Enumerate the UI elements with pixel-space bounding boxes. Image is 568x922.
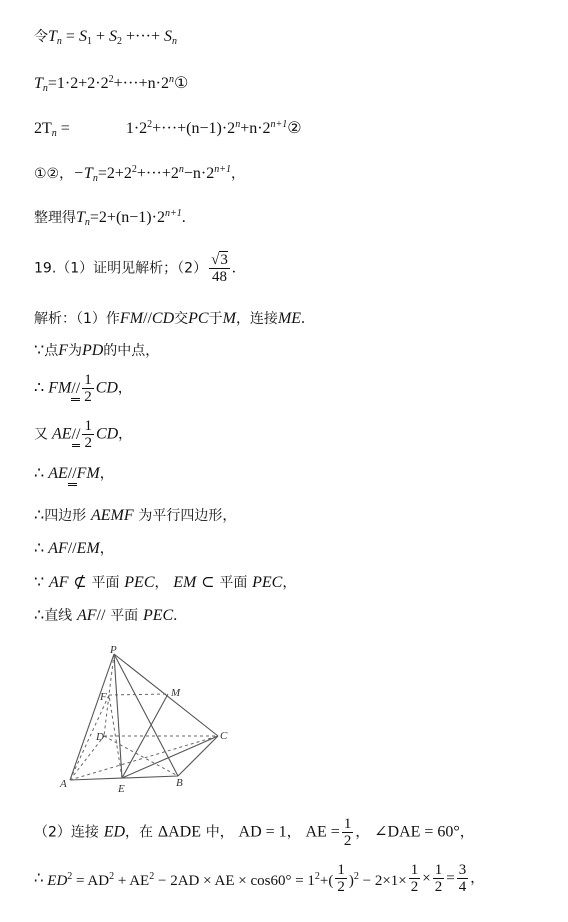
denominator: 4 <box>458 879 467 895</box>
subscript: n <box>42 83 48 94</box>
numerator: 1 <box>84 372 92 388</box>
numerator: 1 <box>337 862 345 878</box>
expr: +n·2 <box>240 120 271 137</box>
punct: ， <box>470 870 485 887</box>
superscript: 2 <box>149 870 155 882</box>
label-e: E <box>118 783 125 795</box>
label-f: F <box>100 691 107 703</box>
superscript: n <box>235 119 241 130</box>
symbol: T <box>34 75 43 92</box>
symbol: ME <box>277 310 302 327</box>
numerator: 1 <box>343 816 352 832</box>
subscript: n <box>51 128 57 139</box>
symbol: AE <box>48 465 68 482</box>
symbol: T <box>48 28 57 45</box>
punct: . <box>301 310 306 327</box>
line-11 <box>34 464 114 484</box>
superscript: n+1 <box>164 208 182 219</box>
expr: ED <box>47 872 68 889</box>
line-15 <box>34 605 177 626</box>
edge-pe <box>114 654 122 778</box>
symbol: PEC <box>142 607 174 624</box>
punct: ， <box>231 166 245 182</box>
expr: +( <box>319 872 334 889</box>
superscript: n+1 <box>214 164 231 175</box>
punct: . <box>231 259 236 277</box>
text: 为 <box>67 343 82 359</box>
symbol: EM <box>173 574 197 591</box>
text: 平面 <box>219 575 248 591</box>
expr: −n·2 <box>183 165 215 182</box>
fraction <box>409 862 421 895</box>
expr: − 2AD × AE × cos60° = 1 <box>157 872 315 889</box>
line-5 <box>34 204 186 233</box>
expr: + AE <box>117 872 150 889</box>
denominator: 2 <box>84 435 92 451</box>
punct: ， <box>459 824 474 841</box>
numerator: 3 <box>220 252 228 268</box>
therefore-symbol: ∴ <box>34 607 45 624</box>
numerator: 1 <box>410 862 419 878</box>
text: 四边形 <box>44 508 87 524</box>
punct: ， <box>154 575 169 591</box>
therefore-symbol: ∴ <box>34 870 44 887</box>
punct: ， <box>117 380 132 397</box>
superscript: n+1 <box>270 119 288 130</box>
symbol: CD <box>95 379 118 397</box>
text-prefix: ①②， <box>34 166 74 182</box>
subset: ⊂ <box>201 574 215 591</box>
edge-fm <box>109 694 168 695</box>
symbol: CD <box>151 310 175 327</box>
symbol: S <box>78 28 87 45</box>
line-10 <box>34 418 132 451</box>
text: 的中点， <box>103 343 160 359</box>
text: 交 <box>174 311 189 327</box>
fraction <box>82 372 94 405</box>
numerator: 3 <box>458 862 467 878</box>
text: 点 <box>44 343 59 359</box>
symbol: AF <box>48 574 69 591</box>
therefore-symbol: ∴ <box>34 540 45 557</box>
text: （2）连接 <box>34 824 99 841</box>
therefore-symbol: ∴ <box>34 507 45 524</box>
symbol: ΔADE <box>157 823 201 841</box>
line-8 <box>34 340 159 361</box>
superscript: n <box>168 74 174 85</box>
denominator: 48 <box>211 269 227 285</box>
superscript: 2 <box>314 870 320 882</box>
line-16 <box>34 816 474 849</box>
line-9 <box>34 372 132 405</box>
denominator: 2 <box>434 879 443 895</box>
expr: =2+2 <box>97 165 132 182</box>
denominator: 2 <box>337 879 345 895</box>
numerator: 1 <box>84 418 92 434</box>
expr: =2+(n−1)·2 <box>89 209 165 226</box>
text: 中， <box>205 824 234 841</box>
numerator: 1 <box>434 862 443 878</box>
expr: ∠DAE = 60° <box>374 823 460 841</box>
symbol: EM <box>76 540 100 557</box>
line-17 <box>34 862 484 895</box>
expr: =1·2+2·2 <box>47 75 109 92</box>
denominator: 2 <box>343 833 352 849</box>
symbol: AE <box>52 425 72 443</box>
symbol: AF <box>76 607 97 624</box>
line-13 <box>34 539 114 559</box>
edge-ec <box>122 736 218 778</box>
therefore-symbol: ∴ <box>34 465 45 482</box>
punct: ， <box>118 426 133 443</box>
pyramid-figure <box>58 640 238 800</box>
fraction: $\frac{√3}{48}$ <box>211 252 228 285</box>
fraction <box>342 816 354 849</box>
text-prefix: 整理得 <box>34 210 76 226</box>
symbol: T <box>76 209 85 226</box>
expr: 1·2 <box>125 120 148 137</box>
symbol: 2T <box>34 120 52 137</box>
punct: ， <box>99 466 114 482</box>
symbol: FM <box>76 465 100 482</box>
line-4 <box>34 160 245 189</box>
superscript: 2 <box>67 870 73 882</box>
superscript: 2 <box>353 870 359 882</box>
fraction <box>433 862 445 895</box>
expr: ) <box>348 872 354 889</box>
parallel: // <box>96 607 106 624</box>
symbol: PEC <box>124 574 155 591</box>
label-a: A <box>60 778 67 790</box>
symbol: ED <box>103 823 126 841</box>
symbol: S <box>164 28 172 45</box>
subscript: n <box>92 173 98 184</box>
not-subset: ⊄ <box>73 574 87 591</box>
op: = <box>65 28 75 45</box>
fraction <box>335 862 347 895</box>
op: × <box>422 870 431 887</box>
symbol: PC <box>188 310 209 327</box>
op: = <box>60 120 70 137</box>
punct: ， <box>286 824 301 841</box>
symbol: PEC <box>252 574 283 591</box>
label-p: P <box>110 644 117 656</box>
expr: − 2×1× <box>362 872 407 889</box>
denominator: 2 <box>410 879 419 895</box>
punct: ， <box>99 541 114 557</box>
op: = <box>446 870 455 887</box>
parallel: // <box>67 540 77 557</box>
equation-mark: ① <box>173 75 189 92</box>
parallel-equal: // <box>71 379 81 397</box>
parallel-equal: // <box>67 465 77 482</box>
text: 于 <box>208 311 223 327</box>
superscript: 2 <box>108 74 114 85</box>
superscript: 2 <box>147 119 153 130</box>
fraction <box>457 862 469 895</box>
punct: ， <box>282 575 297 591</box>
expr: +···+n·2 <box>113 75 169 92</box>
equation-mark: ② <box>287 120 302 137</box>
text: 又 <box>34 426 48 443</box>
symbol: FM <box>119 310 144 327</box>
punct: . <box>181 209 186 226</box>
punct: . <box>173 607 178 624</box>
expr: +···+(n−1)·2 <box>152 120 236 137</box>
text: 平面 <box>91 575 120 591</box>
text: ，在 <box>125 824 154 841</box>
label-d: D <box>96 731 104 743</box>
subscript: n <box>56 36 62 47</box>
text-prefix: 令 <box>34 29 48 45</box>
symbol: PD <box>81 342 104 359</box>
text: 为平行四边形， <box>138 508 237 524</box>
expr: AE = <box>305 823 340 841</box>
line-14 <box>34 572 296 593</box>
superscript: 2 <box>131 164 137 175</box>
edge-pa <box>70 654 114 780</box>
line-2 <box>34 70 188 99</box>
symbol: F <box>58 342 68 359</box>
label-b: B <box>176 777 183 789</box>
symbol: AF <box>48 540 68 557</box>
subscript: 2 <box>116 36 122 47</box>
parallel: // <box>143 310 152 327</box>
superscript: n <box>178 164 184 175</box>
symbol: CD <box>95 425 119 443</box>
label-m: M <box>171 687 181 699</box>
punct: ， <box>355 824 370 841</box>
subscript: n <box>172 36 177 47</box>
expr: = AD <box>76 872 110 889</box>
symbol: −T <box>73 165 93 182</box>
symbol: S <box>108 28 117 45</box>
symbol: AEMF <box>90 507 134 524</box>
denominator: 2 <box>84 389 92 405</box>
therefore-symbol: ∴ <box>34 379 45 397</box>
line-12 <box>34 505 236 526</box>
expr: AD = 1 <box>238 823 287 841</box>
text: ，连接 <box>235 311 278 327</box>
because-symbol: ∵ <box>34 574 45 591</box>
line-3 <box>34 115 302 144</box>
fraction <box>82 418 94 451</box>
subscript: 1 <box>86 36 92 47</box>
because-symbol: ∵ <box>34 342 45 359</box>
text-prefix: 19.（1）证明见解析；（2） <box>34 260 208 277</box>
label-c: C <box>220 730 228 742</box>
subscript: n <box>84 217 90 228</box>
line-1 <box>34 26 177 52</box>
answer-header <box>34 252 236 285</box>
parallel-equal: // <box>71 425 81 443</box>
text: 平面 <box>110 608 139 624</box>
text: 直线 <box>44 608 73 624</box>
line-7 <box>34 308 305 329</box>
text: 解析：（1）作 <box>34 311 120 327</box>
op: +···+ <box>125 28 160 45</box>
op: + <box>95 28 105 45</box>
symbol: M <box>222 310 236 327</box>
superscript: 2 <box>109 870 115 882</box>
symbol: FM <box>48 379 72 397</box>
expr: +···+2 <box>136 165 179 182</box>
